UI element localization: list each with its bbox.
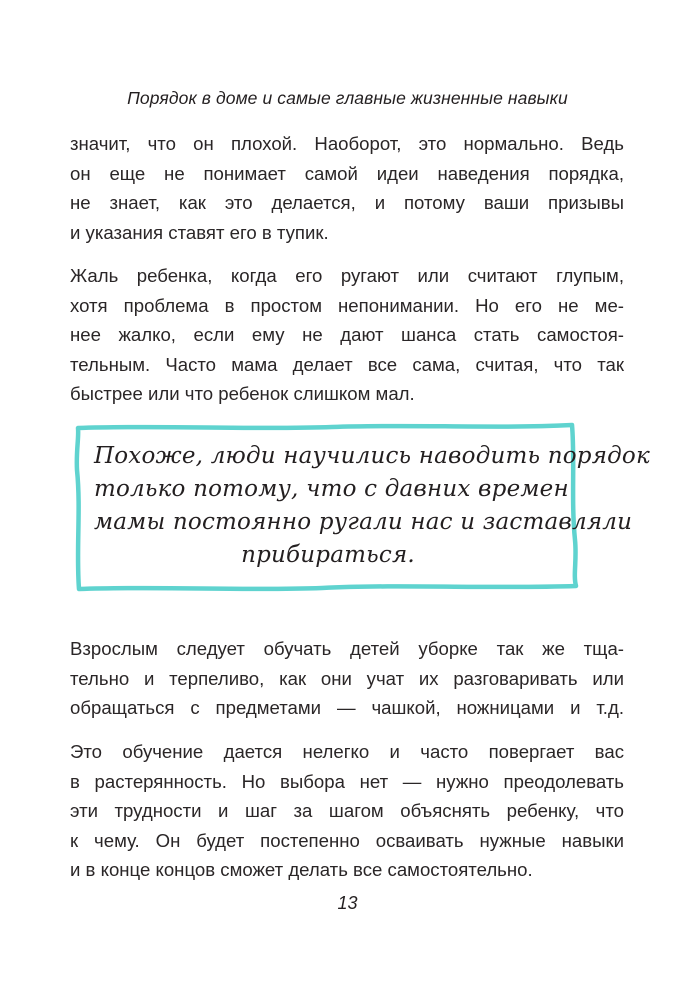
text-line: хотя проблема в простом непонимании. Но его не ме-	[70, 294, 624, 316]
text-line: к чему. Он будет постепенно осваивать нужные навыки	[70, 829, 624, 851]
text-line: тельным. Часто мама делает все сама, считая, что так	[70, 353, 624, 375]
text-line: Взрослым следует обучать детей уборке так же тща-	[70, 638, 624, 659]
text-line: значит, что он плохой. Наоборот, это нормально. Ведь	[70, 133, 624, 154]
text-line: быстрее или что ребенок слишком мал.	[70, 383, 415, 404]
text-line: и указания ставят его в тупик.	[70, 221, 329, 243]
paragraph	[70, 129, 624, 247]
text-line: нее жалко, если ему не дают шанса стать самостоя-	[70, 324, 624, 345]
quote-line: только потому, что с давних времен	[94, 476, 569, 502]
quote-line: мамы постоянно ругали нас и заставляли	[94, 509, 633, 535]
text-line: эти трудности и шаг за шагом объяснять ребенку, что	[70, 800, 624, 821]
text-line: он еще не понимает самой идеи наведения порядка,	[70, 162, 624, 184]
paragraph	[70, 261, 624, 409]
page-number: 13	[337, 893, 358, 913]
text-line: тельно и терпеливо, как они учат их разговаривать или	[70, 667, 624, 689]
text-line: Жаль ребенка, когда его ругают или считают глупым,	[70, 265, 624, 286]
quote-line: Похоже, люди научились наводить порядок	[94, 443, 650, 469]
text-line: обращаться с предметами — чашкой, ножницами и т.д.	[70, 697, 624, 718]
quote-box	[72, 420, 650, 592]
text-line: не знает, как это делается, и потому ваши призывы	[70, 192, 624, 213]
paragraph	[70, 737, 624, 885]
text-line: в растерянность. Но выбора нет — нужно преодолевать	[70, 770, 624, 792]
quote-line: прибираться.	[241, 542, 415, 568]
paragraph	[70, 634, 624, 723]
text-line: Это обучение дается нелегко и часто повергает вас	[70, 741, 624, 762]
text-line: и в конце концов сможет делать все самостоятельно.	[70, 859, 533, 880]
quote-text	[94, 440, 650, 572]
running-header: Порядок в доме и самые главные жизненные навыки	[127, 88, 568, 108]
